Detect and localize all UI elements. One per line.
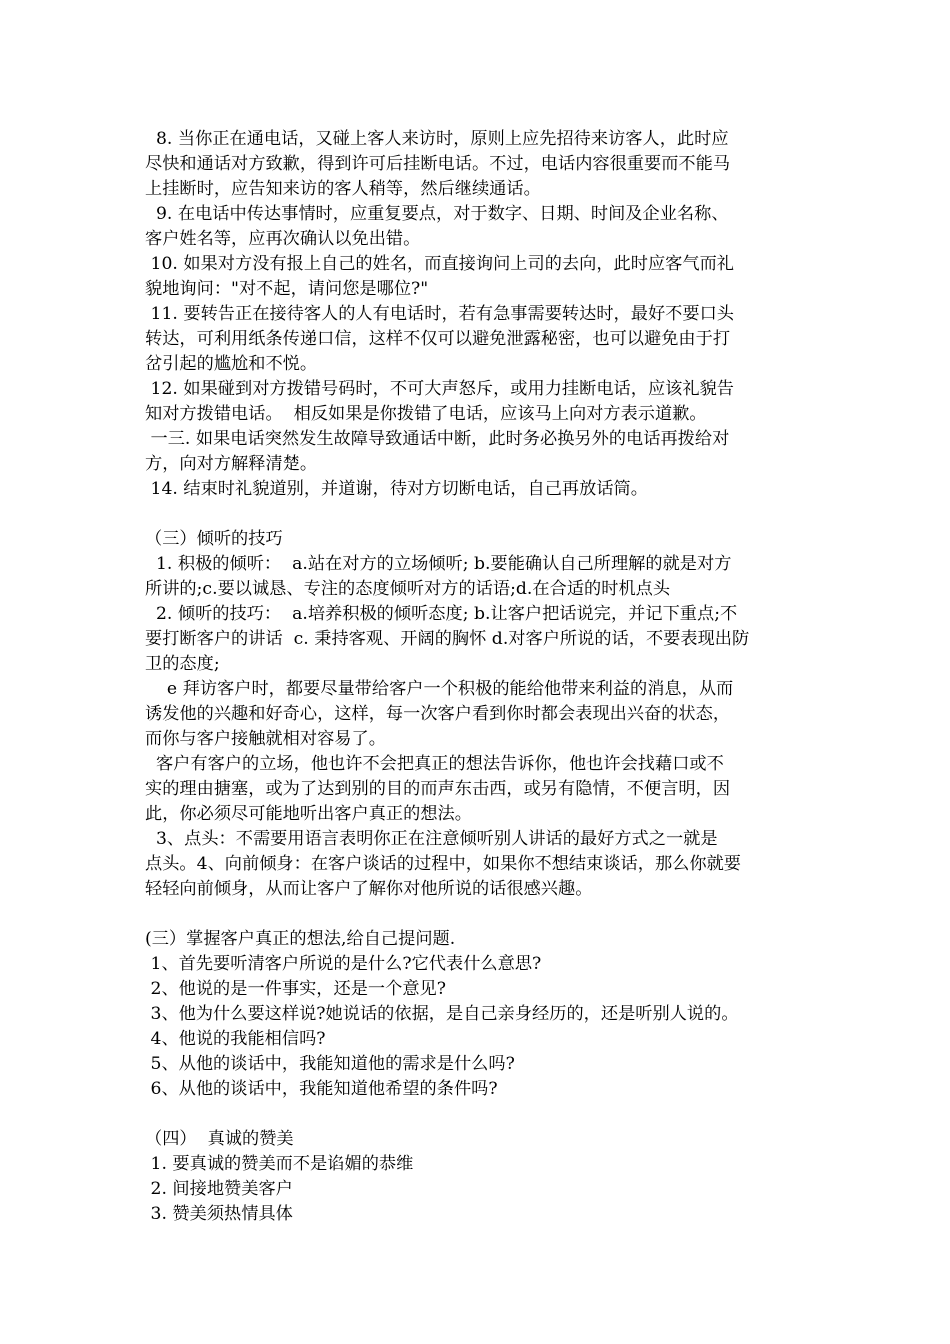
text-line: 上挂断时，应告知来访的客人稍等，然后继续通话。: [145, 179, 541, 199]
text-line: 8. 当你正在通电话，又碰上客人来访时，原则上应先招待来访客人，此时应: [145, 129, 729, 149]
section-heading: （三）倾听的技巧: [145, 529, 283, 549]
list-item: 3. 赞美须热情具体: [145, 1204, 293, 1224]
text-line: e 拜访客户时，都要尽量带给客户一个积极的能给他带来利益的消息，从而: [145, 679, 734, 699]
text-line: 转达，可利用纸条传递口信，这样不仅可以避免泄露秘密，也可以避免由于打: [145, 329, 731, 349]
text-line: 客户有客户的立场，他也许不会把真正的想法告诉你，他也许会找藉口或不: [145, 754, 724, 774]
text-line: 10. 如果对方没有报上自己的姓名，而直接询问上司的去向，此时应客气而礼: [145, 254, 735, 274]
text-line: 9. 在电话中传达事情时，应重复要点，对于数字、日期、时间及企业名称、: [145, 204, 729, 224]
list-item: 1、首先要听清客户所说的是什么?它代表什么意思?: [145, 954, 542, 974]
text-line: 要打断客户的讲话 c. 秉持客观、开阔的胸怀 d.对客户所说的话，不要表现出防: [145, 629, 750, 649]
text-line: 所讲的;c.要以诚恳、专注的态度倾听对方的话语;d.在合适的时机点头: [145, 579, 671, 599]
list-item: 2、他说的是一件事实，还是一个意见?: [145, 979, 446, 999]
text-line: 3、点头：不需要用语言表明你正在注意倾听别人讲话的最好方式之一就是: [145, 829, 718, 849]
text-line: 14. 结束时礼貌道别，并道谢，待对方切断电话，自己再放话筒。: [145, 479, 648, 499]
text-line: 诱发他的兴趣和好奇心，这样，每一次客户看到你时都会表现出兴奋的状态，: [145, 704, 731, 724]
text-line: 知对方拨错电话。 相反如果是你拨错了电话，应该马上向对方表示道歉。: [145, 404, 707, 424]
text-line: 方，向对方解释清楚。: [145, 454, 318, 474]
list-item: 5、从他的谈话中，我能知道他的需求是什么吗?: [145, 1054, 515, 1074]
list-item: 6、从他的谈话中，我能知道他希望的条件吗?: [145, 1079, 498, 1099]
text-line: 尽快和通话对方致歉，得到许可后挂断电话。不过，电话内容很重要而不能马: [145, 154, 731, 174]
text-line: 客户姓名等，应再次确认以免出错。: [145, 229, 421, 249]
list-item: 2. 间接地赞美客户: [145, 1179, 293, 1199]
text-line: 卫的态度;: [145, 654, 220, 674]
text-line: 点头。4、向前倾身：在客户谈话的过程中，如果你不想结束谈话，那么你就要: [145, 854, 742, 874]
section-heading: （四） 真诚的赞美: [145, 1129, 294, 1149]
list-item: 4、他说的我能相信吗?: [145, 1029, 326, 1049]
text-line: 此，你必须尽可能地听出客户真正的想法。: [145, 804, 472, 824]
text-line: 实的理由搪塞，或为了达到别的目的而声东击西，或另有隐情，不便言明，因: [145, 779, 731, 799]
text-line: 12. 如果碰到对方拨错号码时，不可大声怒斥，或用力挂断电话，应该礼貌告: [145, 379, 735, 399]
text-line: 一三. 如果电话突然发生故障导致通话中断，此时务必换另外的电话再拨给对: [145, 429, 730, 449]
text-line: 11. 要转告正在接待客人的人有电话时，若有急事需要转达时，最好不要口头: [145, 304, 735, 324]
text-line: 2. 倾听的技巧： a.培养积极的倾听态度; b.让客户把话说完，并记下重点;不: [145, 604, 738, 624]
list-item: 3、他为什么要这样说?她说话的依据，是自己亲身经历的，还是听别人说的。: [145, 1004, 739, 1024]
text-line: 轻轻向前倾身，从而让客户了解你对他所说的话很感兴趣。: [145, 879, 593, 899]
text-line: 1. 积极的倾听： a.站在对方的立场倾听; b.要能确认自己所理解的就是对方: [145, 554, 732, 574]
section-heading: (三）掌握客户真正的想法,给自己提问题.: [145, 929, 456, 949]
text-line: 貌地询问："对不起，请问您是哪位?": [145, 279, 429, 299]
text-line: 岔引起的尴尬和不悦。: [145, 354, 318, 374]
list-item: 1. 要真诚的赞美而不是谄媚的恭维: [145, 1154, 414, 1174]
text-line: 而你与客户接触就相对容易了。: [145, 729, 386, 749]
